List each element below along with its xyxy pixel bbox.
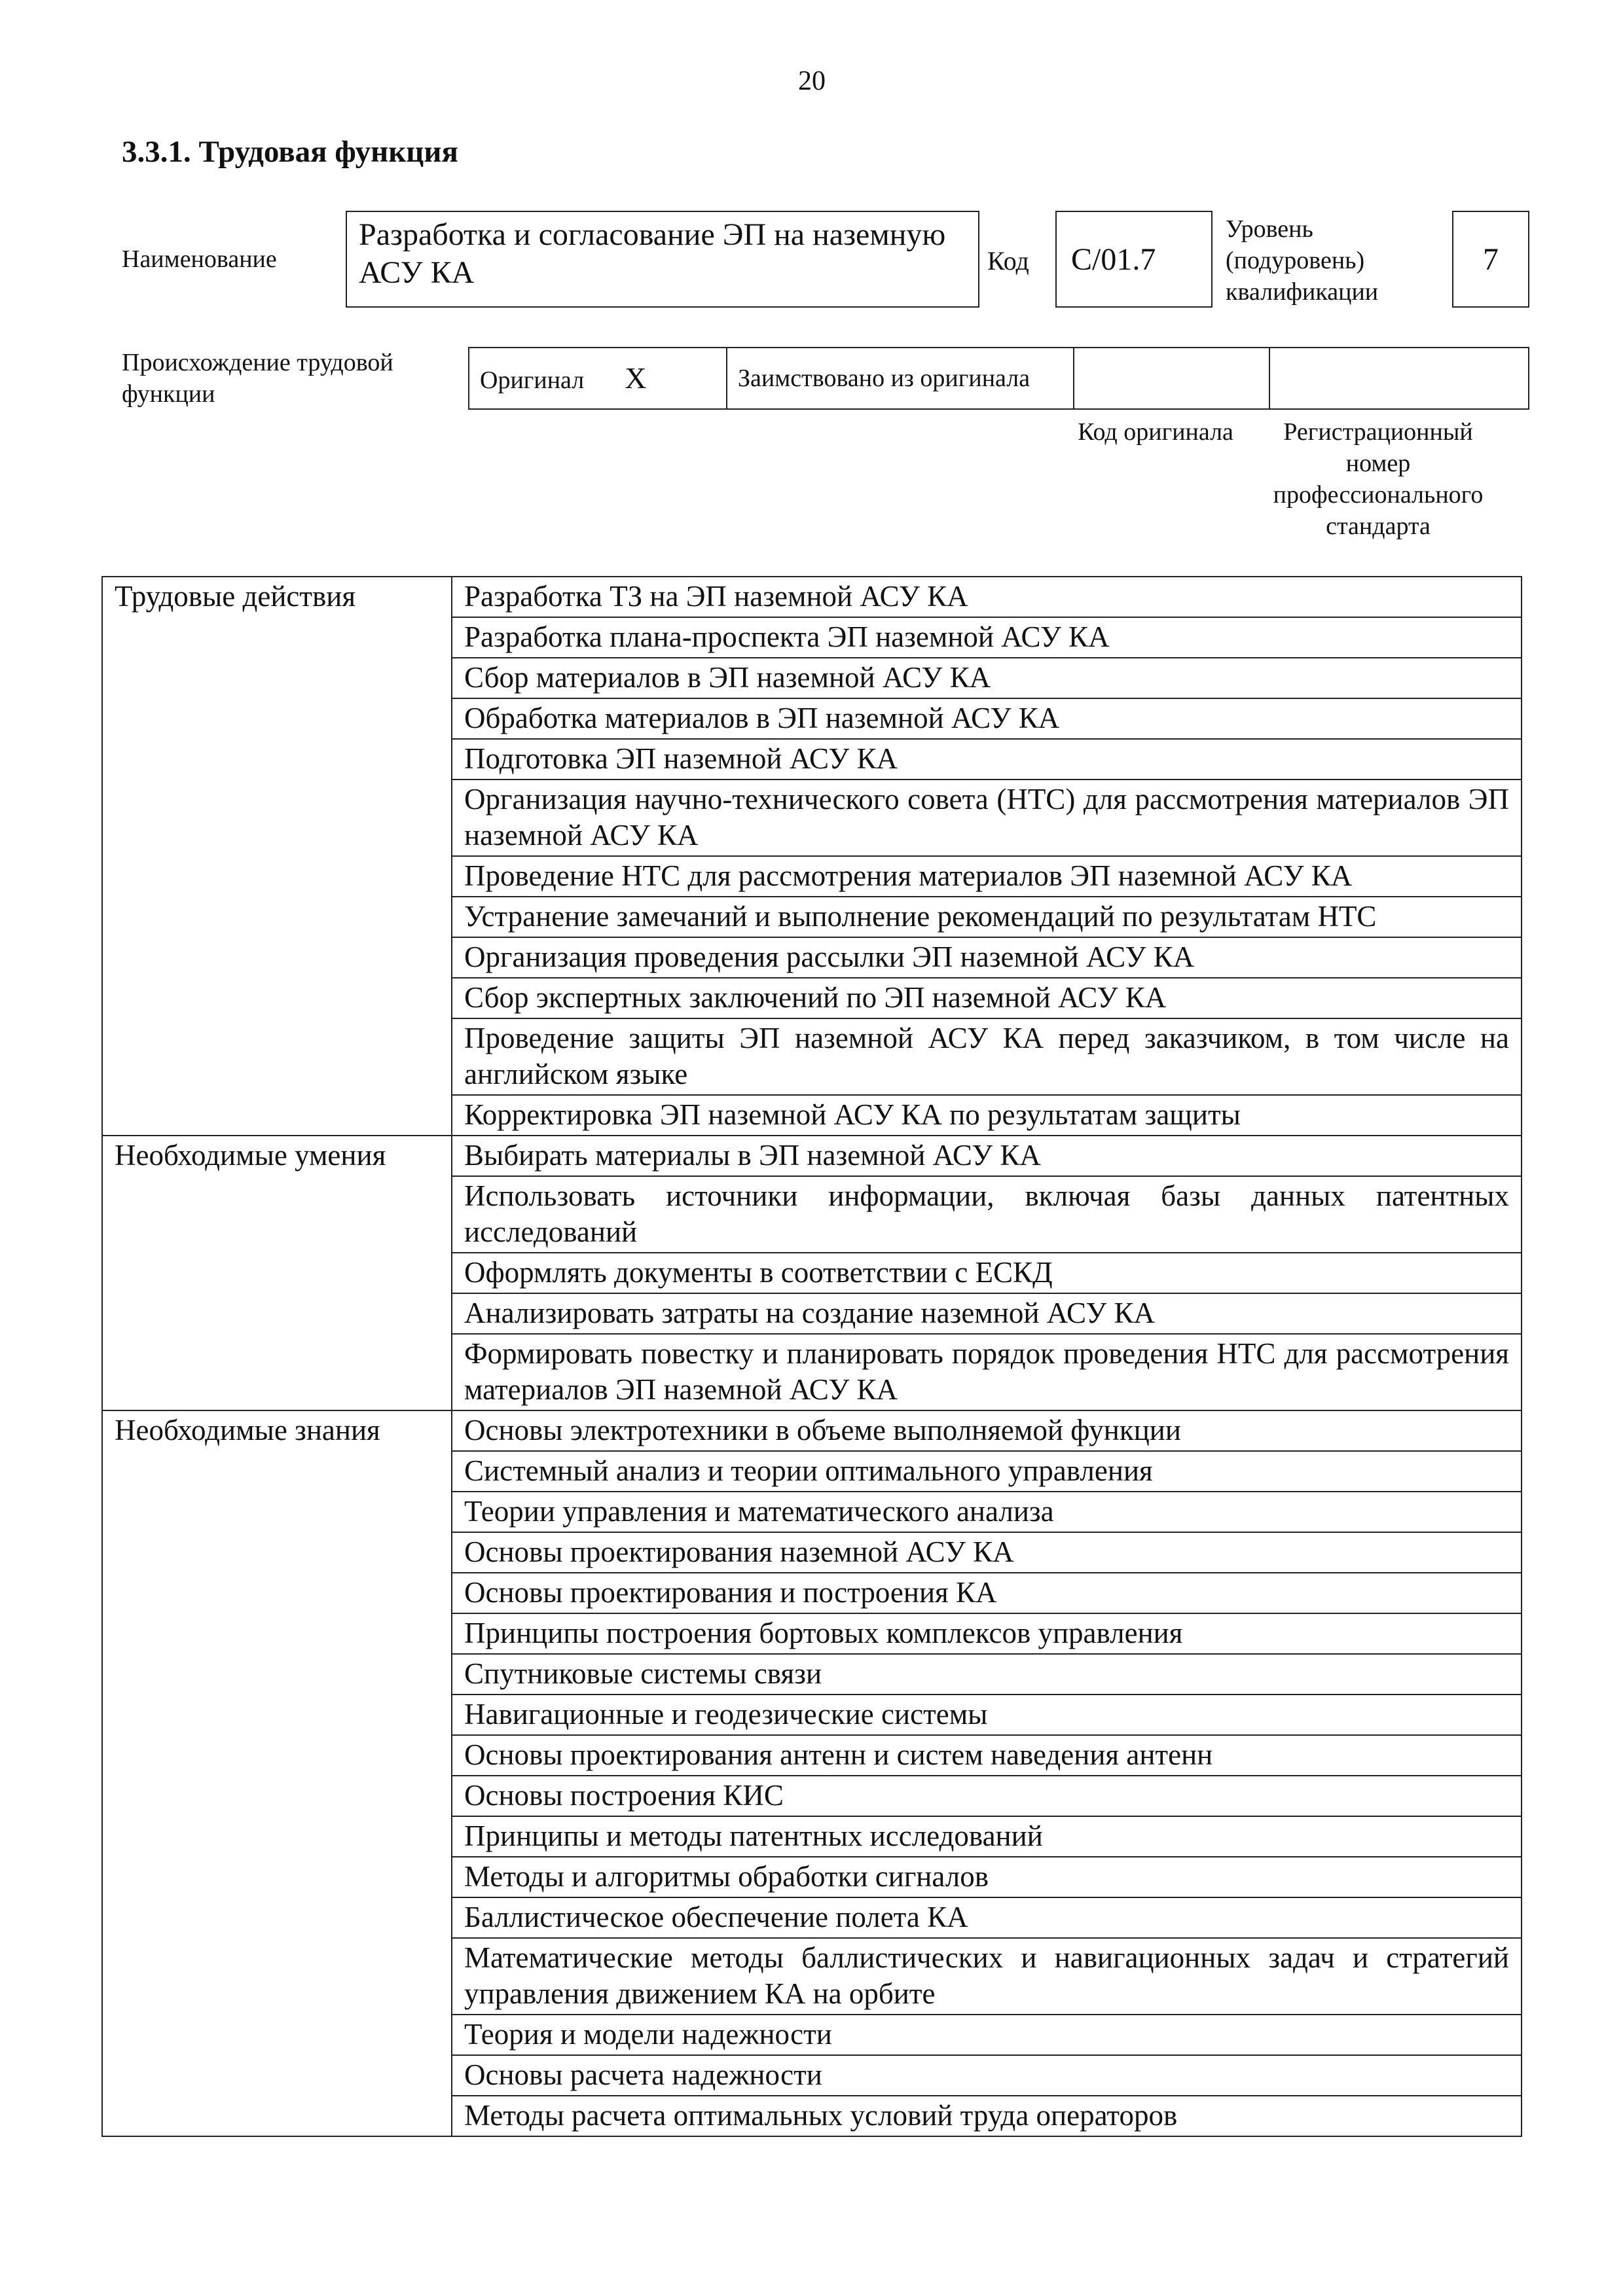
level-value: 7: [1483, 242, 1499, 277]
code-original-caption: Код оригинала: [1078, 418, 1233, 446]
section-item: Основы проектирования наземной АСУ КА: [452, 1532, 1522, 1573]
reg-number-caption: Регистрационный номер профессионального стандарта: [1273, 418, 1484, 540]
section-item: Методы расчета оптимальных условий труда операторов: [452, 2096, 1522, 2136]
origin-original-cell: [469, 348, 727, 409]
code-box: [1055, 211, 1213, 308]
section-item: Основы проектирования и построения КА: [452, 1573, 1522, 1613]
level-label-line-3: квалификации: [1226, 278, 1379, 306]
original-label: Оригинал: [480, 367, 585, 394]
level-label-line-2: (подуровень): [1226, 247, 1365, 274]
section-title: 3.3.1. Трудовая функция: [122, 135, 458, 169]
section-item: Формировать повестку и планировать порядок проведения НТС для рассмотрения материалов ЭП наземной АСУ КА: [452, 1334, 1522, 1410]
section-category: Необходимые умения: [102, 1136, 452, 1410]
section-item: Проведение защиты ЭП наземной АСУ КА перед заказчиком, в том числе на английском языке: [452, 1018, 1522, 1095]
section-item: Основы расчета надежности: [452, 2055, 1522, 2096]
section-item: Основы построения КИС: [452, 1776, 1522, 1816]
level-box: [1452, 211, 1529, 308]
section-item: Корректировка ЭП наземной АСУ КА по результатам защиты: [452, 1095, 1522, 1136]
origin-borrowed-cell: [727, 348, 1074, 409]
section-item: Обработка материалов в ЭП наземной АСУ КА: [452, 698, 1522, 739]
name-label: Наименование: [122, 245, 277, 273]
origin-code-cell: [1074, 348, 1269, 409]
function-name-box: [346, 211, 979, 308]
level-label: [1226, 213, 1378, 308]
section-item: Проведение НТС для рассмотрения материалов ЭП наземной АСУ КА: [452, 856, 1522, 897]
origin-table: [468, 347, 1529, 410]
section-item: Устранение замечаний и выполнение рекомендаций по результатам НТС: [452, 897, 1522, 937]
table-row: [102, 577, 1522, 617]
function-name-value: Разработка и согласование ЭП на наземную АСУ КА: [359, 217, 946, 290]
section-item: Оформлять документы в соответствии с ЕСКД: [452, 1253, 1522, 1293]
section-item: Математические методы баллистических и навигационных задач и стратегий управления движением КА на орбите: [452, 1938, 1522, 2015]
function-details-table: [101, 576, 1522, 2137]
section-category: Необходимые знания: [102, 1410, 452, 2136]
section-item: Теории управления и математического анализа: [452, 1492, 1522, 1532]
section-item: Основы проектирования антенн и систем наведения антенн: [452, 1735, 1522, 1776]
original-mark: X: [625, 361, 647, 395]
section-item: Навигационные и геодезические системы: [452, 1695, 1522, 1735]
origin-label: Происхождение трудовой функции: [122, 349, 393, 408]
section-item: Основы электротехники в объеме выполняемой функции: [452, 1410, 1522, 1451]
section-item: Подготовка ЭП наземной АСУ КА: [452, 739, 1522, 780]
section-item: Принципы построения бортовых комплексов управления: [452, 1613, 1522, 1654]
section-item: Организация проведения рассылки ЭП наземной АСУ КА: [452, 937, 1522, 978]
section-item: Сбор материалов в ЭП наземной АСУ КА: [452, 658, 1522, 698]
origin-reg-cell: [1269, 348, 1529, 409]
section-item: Спутниковые системы связи: [452, 1654, 1522, 1695]
section-category: Трудовые действия: [102, 577, 452, 1136]
table-row: [102, 1136, 1522, 1176]
section-item: Системный анализ и теории оптимального управления: [452, 1451, 1522, 1492]
section-item: Разработка ТЗ на ЭП наземной АСУ КА: [452, 577, 1522, 617]
section-item: Сбор экспертных заключений по ЭП наземной АСУ КА: [452, 978, 1522, 1018]
table-row: [102, 1410, 1522, 1451]
page-number: 20: [798, 66, 826, 96]
section-item: Разработка плана-проспекта ЭП наземной АСУ КА: [452, 617, 1522, 658]
section-item: Методы и алгоритмы обработки сигналов: [452, 1857, 1522, 1897]
section-item: Организация научно-технического совета (НТС) для рассмотрения материалов ЭП наземной АСУ КА: [452, 780, 1522, 856]
section-item: Баллистическое обеспечение полета КА: [452, 1897, 1522, 1938]
borrowed-label: Заимствовано из оригинала: [738, 365, 1030, 392]
section-item: Принципы и методы патентных исследований: [452, 1816, 1522, 1857]
code-value: C/01.7: [1071, 242, 1156, 277]
section-item: Использовать источники информации, включая базы данных патентных исследований: [452, 1176, 1522, 1253]
section-item: Анализировать затраты на создание наземной АСУ КА: [452, 1293, 1522, 1334]
code-label: Код: [987, 246, 1029, 276]
level-label-line-1: Уровень: [1226, 215, 1313, 243]
section-item: Выбирать материалы в ЭП наземной АСУ КА: [452, 1136, 1522, 1176]
section-item: Теория и модели надежности: [452, 2015, 1522, 2055]
